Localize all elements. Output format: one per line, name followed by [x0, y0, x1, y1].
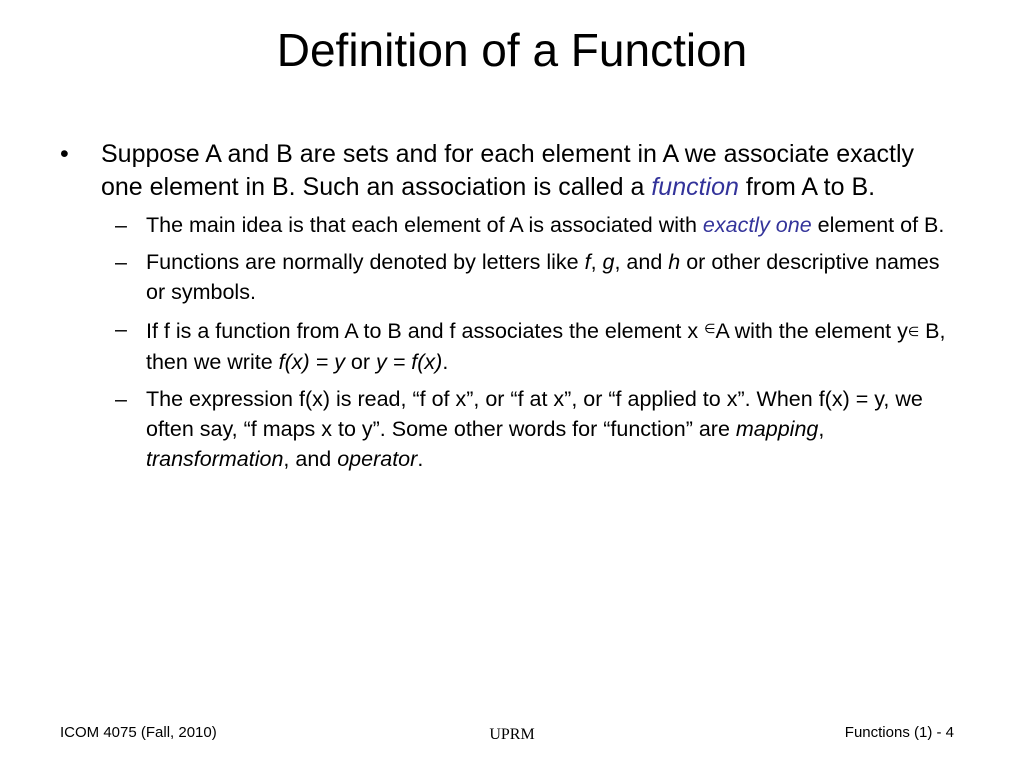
element-of-symbol: ∈ [907, 324, 920, 339]
sub-bullet-expression [60, 384, 960, 474]
bullet-text-part: from A to B. [738, 173, 876, 201]
sub-bullet-dash: – [115, 317, 127, 341]
function-term: function [651, 173, 739, 201]
bullet-text-part: Suppose A and B are sets and for each element in A we associate exactly one element in B. Such an association is called a [101, 140, 915, 201]
sub-text-part: . [442, 350, 449, 374]
term-mapping: mapping [735, 417, 819, 441]
sub-text-part: , and [614, 250, 669, 274]
footer-page-number: Functions (1) - 4 [844, 724, 954, 741]
sub-bullet-dash: – [115, 250, 127, 274]
sub-text-part: or other descriptive names or symbols. [146, 250, 940, 304]
exactly-one-term: exactly one [702, 213, 812, 237]
sub-bullet-main-idea [60, 210, 960, 240]
sub-text-part: or [344, 350, 377, 374]
letter-h: h [668, 250, 681, 274]
footer-course: ICOM 4075 (Fall, 2010) [60, 724, 217, 741]
main-bullet [60, 138, 960, 204]
sub-bullet-dash: – [115, 213, 127, 237]
sub-text-part: The main idea is that each element of A is associated with [146, 213, 703, 237]
sub-bullet-dash: – [115, 387, 127, 411]
sub-text-part: The expression f(x) is read, “f of x”, or “f at x”, or “f applied to x”. When f(x) = y, we often say, “f maps x to y”. Some other words for “function” are [146, 387, 923, 441]
letter-f: f [584, 250, 591, 274]
term-operator: operator [337, 447, 418, 471]
element-of-symbol: ∈ [704, 321, 716, 336]
sub-text-part: , and [283, 447, 338, 471]
sub-text-part: element of B. [811, 213, 945, 237]
letter-g: g [602, 250, 615, 274]
sub-bullet-notation [60, 247, 960, 307]
sub-bullet-list [60, 210, 960, 474]
sub-text-part: , [818, 417, 825, 441]
term-transformation: transformation [146, 447, 284, 471]
slide-title: Definition of a Function [276, 24, 748, 76]
sub-text-part: B, then we write [146, 319, 946, 374]
formula-f-of-x-equals-y: f(x) = y [278, 350, 345, 374]
slide-body [60, 138, 960, 481]
bullet-marker: • [60, 140, 69, 168]
footer-institution: UPRM [489, 726, 535, 743]
sub-bullet-write [60, 314, 960, 377]
sub-text-part: , [590, 250, 603, 274]
sub-text-part: A with the element y [715, 319, 908, 343]
sub-text-part: If f is a function from A to B and f associates the element x [146, 319, 705, 343]
sub-text-part: . [417, 447, 424, 471]
formula-y-equals-f-of-x: y = f(x) [376, 350, 443, 374]
sub-text-part: Functions are normally denoted by letters like [146, 250, 585, 274]
